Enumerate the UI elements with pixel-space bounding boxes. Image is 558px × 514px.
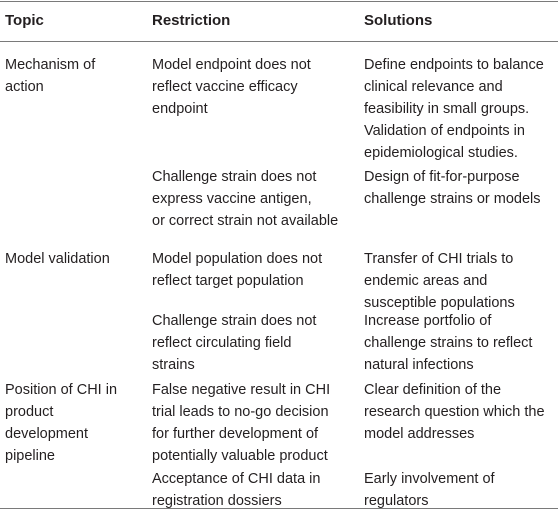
cell-restriction: Model population does not reflect target population [152, 251, 323, 289]
table-top-rule [0, 1, 558, 2]
cell-solution: Clear definition of the research question which the model addresses [364, 382, 545, 442]
table-header-row [0, 11, 558, 35]
header-topic: Topic [5, 12, 44, 29]
table-row [0, 248, 558, 310]
cell-restriction: Challenge strain does not reflect circulating field strains [152, 313, 317, 373]
table-body [0, 54, 558, 514]
table-row [0, 166, 558, 248]
cell-topic: Position of CHI in product development pipeline [5, 382, 118, 464]
cell-solution: Design of fit-for-purpose challenge strains or models [364, 169, 541, 207]
cell-solution: Early involvement of regulators [364, 471, 495, 509]
cell-restriction: False negative result in CHI trial leads to no-go decision for further development of potentially valuable product [152, 382, 331, 464]
table-row [0, 54, 558, 166]
cell-solution: Define endpoints to balance clinical relevance and feasibility in small groups. Validation of endpoints in epidemiological studies. [364, 57, 544, 161]
header-restriction: Restriction [152, 12, 231, 29]
cell-topic: Model validation [5, 251, 110, 267]
cell-solution: Increase portfolio of challenge strains to reflect natural infections [364, 313, 533, 373]
table-row [0, 379, 558, 468]
cell-restriction: Acceptance of CHI data in registration dossiers [152, 471, 321, 509]
cell-solution: Transfer of CHI trials to endemic areas and susceptible populations [364, 251, 515, 311]
cell-topic: Mechanism of action [5, 57, 96, 95]
cell-restriction: Model endpoint does not reflect vaccine efficacy endpoint [152, 57, 311, 117]
table-header-rule [0, 41, 558, 42]
header-solutions: Solutions [364, 12, 433, 29]
table-row [0, 310, 558, 379]
cell-restriction: Challenge strain does not express vaccine antigen, or correct strain not available [152, 169, 339, 229]
table-bottom-rule [0, 508, 558, 509]
